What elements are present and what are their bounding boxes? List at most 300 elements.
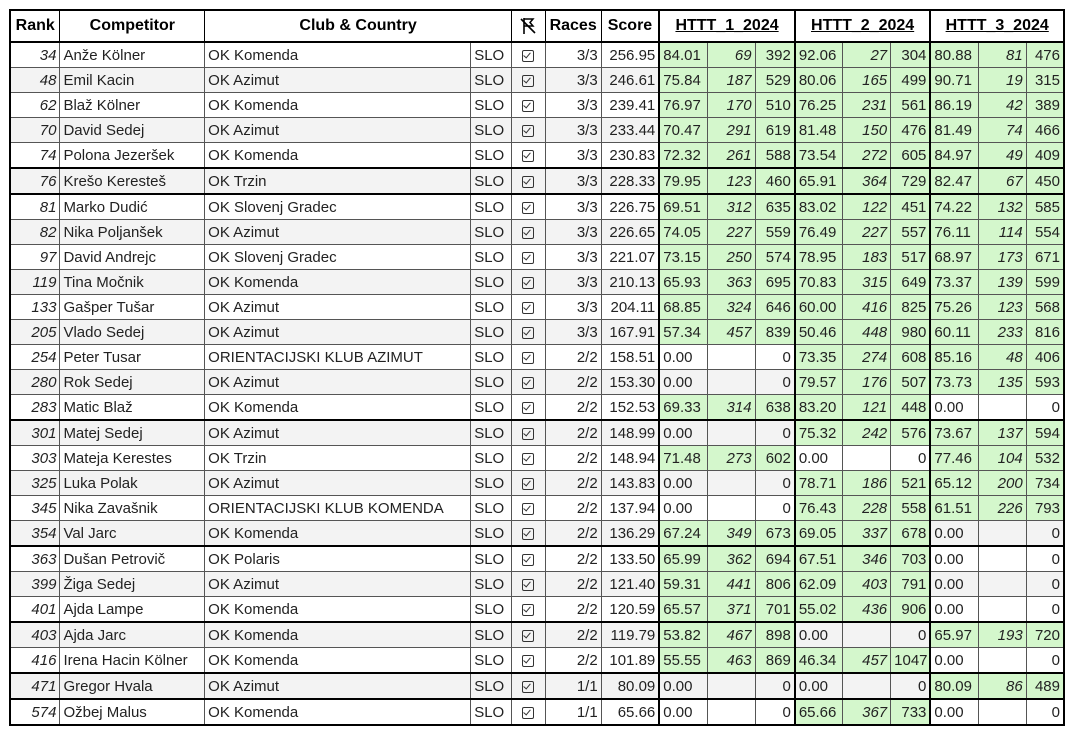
checkbox-icon[interactable] [522,327,534,339]
competitor-name[interactable]: Peter Tusar [60,345,205,370]
table-row[interactable] [10,194,1064,220]
rank-cell: 119 [10,270,60,295]
checkbox-icon[interactable] [522,176,534,188]
race-2-result: 60.00 [795,295,843,320]
race-3-points: 599 [1026,270,1064,295]
race-2-points: 906 [891,597,931,623]
checkbox-icon[interactable] [522,75,534,87]
race-3-result: 86.19 [930,93,978,118]
select-checkbox-cell[interactable] [511,42,545,68]
table-row[interactable] [10,370,1064,395]
competitor-name[interactable]: David Andrejc [60,245,205,270]
select-checkbox-cell[interactable] [511,673,545,699]
race-1-points: 510 [755,93,795,118]
checkbox-icon[interactable] [522,554,534,566]
table-row[interactable] [10,220,1064,245]
select-checkbox-cell[interactable] [511,395,545,421]
total-score: 230.83 [601,143,659,169]
race-2-result: 0.00 [795,673,843,699]
race-1-result: 53.82 [659,622,707,648]
competitor-name[interactable]: Vlado Sedej [60,320,205,345]
select-checkbox-cell[interactable] [511,471,545,496]
table-row[interactable] [10,295,1064,320]
races-count: 2/2 [545,345,601,370]
header-score[interactable]: Score [601,10,659,42]
race-2-points: 608 [891,345,931,370]
competitor-name[interactable]: Ajda Lampe [60,597,205,623]
total-score: 80.09 [601,673,659,699]
table-row[interactable] [10,118,1064,143]
race-2-points: 521 [891,471,931,496]
race-3-place: 42 [978,93,1026,118]
rank-cell: 399 [10,572,60,597]
club-name: OK Polaris [205,546,471,572]
race-3-place [978,572,1026,597]
table-row[interactable] [10,446,1064,471]
race-2-points: 703 [891,546,931,572]
race-1-points: 673 [755,521,795,547]
total-score: 136.29 [601,521,659,547]
country-code: SLO [471,345,512,370]
club-name: OK Azimut [205,420,471,446]
checkbox-icon[interactable] [522,252,534,264]
header-flag[interactable] [511,10,545,42]
race-3-result: 0.00 [930,648,978,674]
checkbox-icon[interactable] [522,528,534,540]
race-3-result: 73.37 [930,270,978,295]
table-row[interactable] [10,420,1064,446]
race-3-points: 0 [1026,395,1064,421]
race-2-result: 78.95 [795,245,843,270]
race-2-result: 81.48 [795,118,843,143]
race-1-place: 349 [707,521,755,547]
table-row[interactable] [10,471,1064,496]
club-name: OK Komenda [205,395,471,421]
table-row[interactable] [10,496,1064,521]
race-1-place [707,370,755,395]
competitor-name[interactable]: Anže Kölner [60,42,205,68]
race-3-points: 409 [1026,143,1064,169]
race-2-points: 0 [891,673,931,699]
race-3-place: 200 [978,471,1026,496]
race-1-result: 68.85 [659,295,707,320]
race-1-result: 74.05 [659,220,707,245]
race-1-place: 363 [707,270,755,295]
race-1-points: 0 [755,699,795,725]
races-count: 3/3 [545,270,601,295]
country-code: SLO [471,168,512,194]
race-2-place [843,446,891,471]
club-name: OK Slovenj Gradec [205,245,471,270]
race-1-result: 65.57 [659,597,707,623]
total-score: 228.33 [601,168,659,194]
race-1-points: 646 [755,295,795,320]
select-checkbox-cell[interactable] [511,93,545,118]
race-3-place: 139 [978,270,1026,295]
select-checkbox-cell[interactable] [511,420,545,446]
race-3-result: 65.12 [930,471,978,496]
select-checkbox-cell[interactable] [511,168,545,194]
table-row[interactable] [10,245,1064,270]
header-races[interactable]: Races [545,10,601,42]
race-2-place: 367 [843,699,891,725]
race-2-points: 557 [891,220,931,245]
country-code: SLO [471,118,512,143]
checkbox-icon[interactable] [522,202,534,214]
races-count: 3/3 [545,68,601,93]
race-1-points: 638 [755,395,795,421]
race-1-place [707,673,755,699]
club-name: OK Azimut [205,68,471,93]
rank-cell: 354 [10,521,60,547]
select-checkbox-cell[interactable] [511,220,545,245]
rank-cell: 62 [10,93,60,118]
table-row[interactable] [10,395,1064,421]
race-2-result: 0.00 [795,622,843,648]
select-checkbox-cell[interactable] [511,68,545,93]
race-2-points: 0 [891,446,931,471]
checkbox-icon[interactable] [522,453,534,465]
checkbox-icon[interactable] [522,377,534,389]
races-count: 2/2 [545,546,601,572]
race-2-result: 65.66 [795,699,843,725]
race-3-place [978,395,1026,421]
race-2-result: 67.51 [795,546,843,572]
table-row[interactable] [10,143,1064,169]
competitor-name[interactable]: Nika Zavašnik [60,496,205,521]
header-race-2[interactable]: HTTT_2_2024 [795,10,931,42]
country-code: SLO [471,220,512,245]
race-3-points: 0 [1026,597,1064,623]
country-code: SLO [471,245,512,270]
club-name: OK Komenda [205,699,471,725]
header-race-1[interactable]: HTTT_1_2024 [659,10,795,42]
country-code: SLO [471,446,512,471]
club-name: OK Azimut [205,572,471,597]
select-checkbox-cell[interactable] [511,345,545,370]
race-1-place [707,471,755,496]
total-score: 101.89 [601,648,659,674]
select-checkbox-cell[interactable] [511,143,545,169]
race-2-points: 825 [891,295,931,320]
race-2-result: 69.05 [795,521,843,547]
checkbox-icon[interactable] [522,352,534,364]
race-3-points: 554 [1026,220,1064,245]
competitor-name[interactable]: Val Jarc [60,521,205,547]
race-2-result: 62.09 [795,572,843,597]
race-2-place: 416 [843,295,891,320]
table-row[interactable] [10,572,1064,597]
header-competitor[interactable]: Competitor [60,10,205,42]
select-checkbox-cell[interactable] [511,521,545,547]
race-3-points: 720 [1026,622,1064,648]
checkbox-icon[interactable] [522,478,534,490]
race-3-result: 73.73 [930,370,978,395]
race-2-place: 228 [843,496,891,521]
race-1-result: 73.15 [659,245,707,270]
total-score: 148.94 [601,446,659,471]
race-3-result: 85.16 [930,345,978,370]
table-row[interactable] [10,93,1064,118]
races-count: 2/2 [545,395,601,421]
race-2-place: 176 [843,370,891,395]
country-code: SLO [471,395,512,421]
race-3-result: 90.71 [930,68,978,93]
competitor-name[interactable]: Gašper Tušar [60,295,205,320]
race-1-points: 0 [755,345,795,370]
race-1-points: 619 [755,118,795,143]
races-count: 2/2 [545,370,601,395]
table-row[interactable] [10,699,1064,725]
race-2-place: 346 [843,546,891,572]
race-2-place: 231 [843,93,891,118]
table-row[interactable] [10,320,1064,345]
race-2-points: 649 [891,270,931,295]
race-1-place: 463 [707,648,755,674]
checkbox-icon[interactable] [522,125,534,137]
checkbox-icon[interactable] [522,428,534,440]
race-3-place: 114 [978,220,1026,245]
race-1-place: 291 [707,118,755,143]
race-2-points: 507 [891,370,931,395]
country-code: SLO [471,370,512,395]
race-1-place: 312 [707,194,755,220]
competitor-name[interactable]: Dušan Petrovič [60,546,205,572]
total-score: 137.94 [601,496,659,521]
competitor-name[interactable]: Irena Hacin Kölner [60,648,205,674]
competitor-name[interactable]: Tina Močnik [60,270,205,295]
select-checkbox-cell[interactable] [511,496,545,521]
country-code: SLO [471,622,512,648]
checkbox-icon[interactable] [522,402,534,414]
race-3-place: 104 [978,446,1026,471]
table-row[interactable] [10,622,1064,648]
race-3-points: 315 [1026,68,1064,93]
race-2-place: 403 [843,572,891,597]
select-checkbox-cell[interactable] [511,572,545,597]
competitor-name[interactable]: Marko Dudić [60,194,205,220]
race-2-result: 50.46 [795,320,843,345]
checkbox-icon[interactable] [522,655,534,667]
checkbox-icon[interactable] [522,100,534,112]
table-row[interactable] [10,270,1064,295]
race-2-result: 76.49 [795,220,843,245]
race-1-place: 69 [707,42,755,68]
select-checkbox-cell[interactable] [511,194,545,220]
race-3-points: 594 [1026,420,1064,446]
race-2-place: 121 [843,395,891,421]
table-row[interactable] [10,345,1064,370]
race-1-place: 441 [707,572,755,597]
club-name: OK Slovenj Gradec [205,194,471,220]
header-club-country[interactable]: Club & Country [205,10,512,42]
checkbox-icon[interactable] [522,681,534,693]
race-1-place: 362 [707,546,755,572]
race-3-place: 19 [978,68,1026,93]
race-3-place [978,546,1026,572]
rank-cell: 97 [10,245,60,270]
races-count: 3/3 [545,118,601,143]
rank-cell: 325 [10,471,60,496]
select-checkbox-cell[interactable] [511,546,545,572]
competitor-name[interactable]: Blaž Kölner [60,93,205,118]
select-checkbox-cell[interactable] [511,295,545,320]
race-2-place: 315 [843,270,891,295]
race-2-place: 150 [843,118,891,143]
race-2-place: 457 [843,648,891,674]
race-3-points: 466 [1026,118,1064,143]
select-checkbox-cell[interactable] [511,245,545,270]
race-1-points: 0 [755,471,795,496]
race-3-place: 137 [978,420,1026,446]
club-name: OK Komenda [205,648,471,674]
race-2-result: 80.06 [795,68,843,93]
race-2-points: 678 [891,521,931,547]
checkbox-icon[interactable] [522,707,534,719]
race-1-place: 123 [707,168,755,194]
checkbox-icon[interactable] [522,277,534,289]
table-row[interactable] [10,648,1064,674]
competitor-name[interactable]: Gregor Hvala [60,673,205,699]
checkbox-icon[interactable] [522,227,534,239]
races-count: 3/3 [545,42,601,68]
table-row[interactable] [10,168,1064,194]
table-row[interactable] [10,597,1064,623]
race-1-place: 227 [707,220,755,245]
header-rank[interactable]: Rank [10,10,60,42]
country-code: SLO [471,673,512,699]
race-3-points: 734 [1026,471,1064,496]
race-2-place: 364 [843,168,891,194]
race-2-points: 304 [891,42,931,68]
competitor-name[interactable]: Nika Poljanšek [60,220,205,245]
competitor-name[interactable]: Matej Sedej [60,420,205,446]
total-score: 246.61 [601,68,659,93]
race-3-place: 81 [978,42,1026,68]
competitor-name[interactable]: Polona Jezeršek [60,143,205,169]
race-3-points: 450 [1026,168,1064,194]
select-checkbox-cell[interactable] [511,622,545,648]
checkbox-icon[interactable] [522,150,534,162]
race-3-place: 74 [978,118,1026,143]
competitor-name[interactable]: Emil Kacin [60,68,205,93]
select-checkbox-cell[interactable] [511,446,545,471]
race-2-result: 73.54 [795,143,843,169]
competitor-name[interactable]: Matic Blaž [60,395,205,421]
table-row[interactable] [10,673,1064,699]
club-name: OK Azimut [205,673,471,699]
checkbox-icon[interactable] [522,50,534,62]
race-2-result: 76.25 [795,93,843,118]
competitor-name[interactable]: David Sedej [60,118,205,143]
country-code: SLO [471,68,512,93]
race-2-points: 576 [891,420,931,446]
race-3-result: 74.22 [930,194,978,220]
rank-cell: 70 [10,118,60,143]
race-3-points: 816 [1026,320,1064,345]
race-3-place: 135 [978,370,1026,395]
country-code: SLO [471,572,512,597]
race-1-points: 529 [755,68,795,93]
race-1-result: 59.31 [659,572,707,597]
races-count: 2/2 [545,446,601,471]
table-row[interactable] [10,42,1064,68]
select-checkbox-cell[interactable] [511,320,545,345]
rank-cell: 301 [10,420,60,446]
checkbox-icon[interactable] [522,630,534,642]
race-2-points: 729 [891,168,931,194]
race-3-place: 48 [978,345,1026,370]
table-row[interactable] [10,68,1064,93]
club-name: OK Komenda [205,143,471,169]
total-score: 256.95 [601,42,659,68]
race-1-result: 69.33 [659,395,707,421]
race-3-result: 81.49 [930,118,978,143]
race-1-place [707,345,755,370]
rank-cell: 403 [10,622,60,648]
competitor-name[interactable]: Mateja Kerestes [60,446,205,471]
race-2-place: 337 [843,521,891,547]
total-score: 152.53 [601,395,659,421]
competitor-name[interactable]: Rok Sedej [60,370,205,395]
race-3-place [978,521,1026,547]
race-2-place: 165 [843,68,891,93]
select-checkbox-cell[interactable] [511,699,545,725]
country-code: SLO [471,597,512,623]
select-checkbox-cell[interactable] [511,118,545,143]
select-checkbox-cell[interactable] [511,370,545,395]
country-code: SLO [471,320,512,345]
competitor-name[interactable]: Ajda Jarc [60,622,205,648]
rank-cell: 574 [10,699,60,725]
club-name: ORIENTACIJSKI KLUB KOMENDA [205,496,471,521]
total-score: 158.51 [601,345,659,370]
race-2-result: 73.35 [795,345,843,370]
country-code: SLO [471,270,512,295]
total-score: 239.41 [601,93,659,118]
race-3-points: 532 [1026,446,1064,471]
checkbox-icon[interactable] [522,579,534,591]
race-2-points: 605 [891,143,931,169]
table-row[interactable] [10,521,1064,547]
select-checkbox-cell[interactable] [511,648,545,674]
club-name: OK Komenda [205,93,471,118]
race-2-place: 274 [843,345,891,370]
race-3-points: 389 [1026,93,1064,118]
select-checkbox-cell[interactable] [511,270,545,295]
race-1-result: 79.95 [659,168,707,194]
race-2-place: 122 [843,194,891,220]
race-3-result: 65.97 [930,622,978,648]
race-3-place: 86 [978,673,1026,699]
total-score: 221.07 [601,245,659,270]
header-race-3[interactable]: HTTT_3_2024 [930,10,1064,42]
club-name: OK Trzin [205,446,471,471]
competitor-name[interactable]: Krešo Keresteš [60,168,205,194]
table-row[interactable] [10,546,1064,572]
race-3-place: 226 [978,496,1026,521]
total-score: 167.91 [601,320,659,345]
competitor-name[interactable]: Ožbej Malus [60,699,205,725]
checkbox-icon[interactable] [522,302,534,314]
competitor-name[interactable]: Luka Polak [60,471,205,496]
checkbox-icon[interactable] [522,604,534,616]
competitor-name[interactable]: Žiga Sedej [60,572,205,597]
select-checkbox-cell[interactable] [511,597,545,623]
rank-cell: 81 [10,194,60,220]
rank-cell: 345 [10,496,60,521]
checkbox-icon[interactable] [522,503,534,515]
